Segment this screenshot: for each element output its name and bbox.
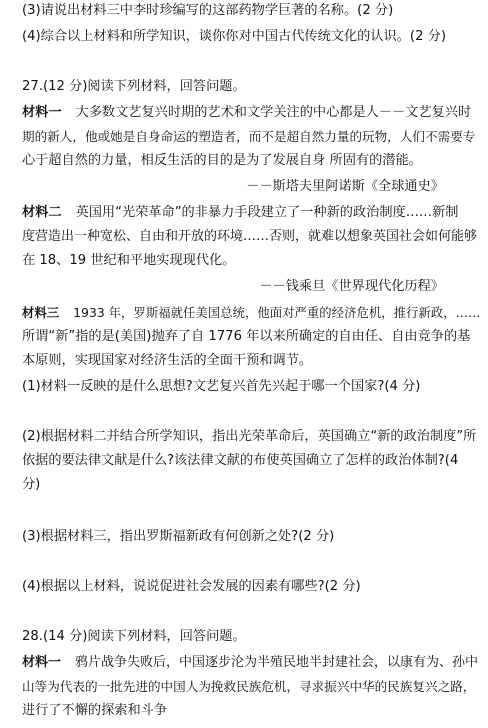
q28-m1-line-2: 山等为代表的一批先进的中国人为挽救民族危机，寻求振兴中华的民族复兴之路，: [22, 679, 476, 694]
q27-question-2-line-1: (2)根据材料二并结合所学知识，指出光荣革命后，英国确立“新的政治制度”所: [22, 429, 477, 444]
q28-m1-line-1: [22, 654, 478, 672]
q27-m1-line-1: [22, 104, 471, 122]
q27-question-3: (3)根据材料三，指出罗斯福新政有何创新之处?(2 分): [22, 529, 335, 544]
q27-m1-line-2: 期的新人，他或她是自身命运的塑造者，而不是超自然力量的玩物，人们不需要专: [22, 129, 476, 144]
q27-m1-source: －－斯塔夫里阿诺斯《全球通史》: [246, 179, 444, 194]
q27-m3-line-2: 所谓“新”指的是(美国)抛弃了自 1776 年以来所确定的自由任、自由竞争的基: [22, 329, 471, 344]
q27-m2-line-3: 在 18、19 世纪和平地实现现代化。: [22, 253, 236, 268]
q28-m1-line-3: 进行了不懈的探索和斗争: [22, 703, 168, 718]
q27-question-1: (1)材料一反映的是什么思想?文艺复兴首先兴起于哪一个国家?(4 分): [22, 379, 421, 394]
q27-m3-label: 材料三: [22, 305, 60, 320]
q27-m3-text-1: 1933 年，罗斯福就任美国总统，他面对严重的经济危机，推行新政，……: [73, 305, 481, 320]
q27-m1-text-1: 大多数文艺复兴时期的艺术和文学关注的中心都是人－－文艺复兴时: [75, 105, 472, 120]
q27-m3-line-3: 本原则，实现国家对经济生活的全面干预和调节。: [22, 353, 313, 368]
q27-m1-label: 材料一: [22, 105, 62, 120]
q27-m2-label: 材料二: [22, 205, 62, 220]
q27-m3-line-1: [22, 304, 480, 322]
q28-header: 28.(14 分)阅读下列材料，回答问题。: [22, 629, 246, 644]
q27-m2-source: －－钱乘旦《世界现代化历程》: [259, 279, 444, 294]
q27-m2-text-1: 英国用“光荣革命”的非暴力手段建立了一种新的政治制度……新制: [75, 205, 459, 220]
q27-question-2-line-2: 依据的要法律文献是什么?该法律文献的布使英国确立了怎样的政治体制?(4: [22, 453, 459, 468]
q26-sub4: (4)综合以上材料和所学知识，谈你你对中国古代传统文化的认识。(2 分): [22, 29, 446, 44]
q27-m2-line-1: [22, 204, 458, 222]
q28-m1-label: 材料一: [22, 655, 62, 670]
q27-m1-line-3: 心于超自然的力量，相反生活的目的是为了发展自身 所固有的潜能。: [22, 153, 422, 168]
q27-question-4: (4)根据以上材料，说说促进社会发展的因素有哪些?(2 分): [22, 579, 361, 594]
q27-header: 27.(12 分)阅读下列材料，回答问题。: [22, 79, 246, 94]
q27-question-2-line-3: 分): [22, 477, 41, 492]
q28-m1-text-1: 鸦片战争失败后，中国逐步沦为半殖民地半封建社会，以康有为、孙中: [75, 655, 479, 670]
q27-m2-line-2: 度营造出一种宽松、自由和开放的环境……否则，就难以想象英国社会如何能够: [22, 229, 478, 244]
q26-sub3: (3)请说出材料三中李时珍编写的这部药物学巨著的名称。(2 分): [22, 3, 394, 18]
